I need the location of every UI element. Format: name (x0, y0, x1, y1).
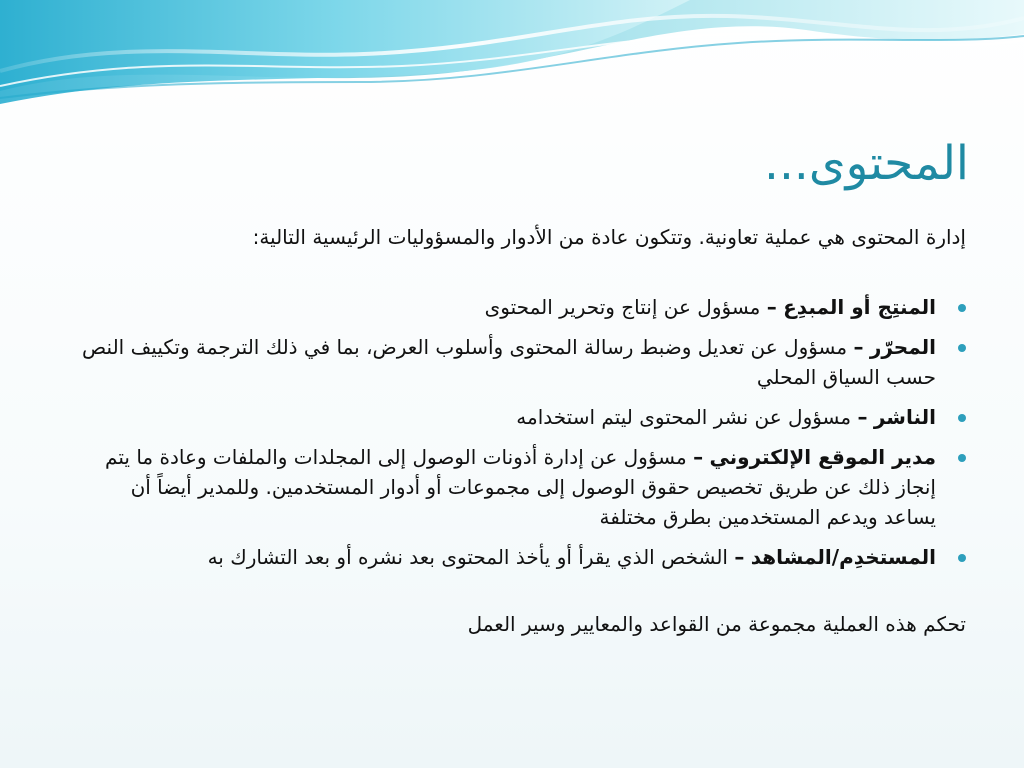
bullet-icon (958, 344, 966, 352)
role-separator: – (766, 295, 777, 319)
role-separator: – (857, 405, 868, 429)
bullet-icon (958, 414, 966, 422)
role-separator: – (734, 545, 745, 569)
role-item-user-viewer (80, 542, 966, 572)
decorative-wave-graphic (0, 0, 1024, 120)
bullet-icon (958, 554, 966, 562)
bullet-icon (958, 454, 966, 462)
bullet-icon (958, 304, 966, 312)
role-description: الشخص الذي يقرأ أو يأخذ المحتوى بعد نشره أو بعد التشارك به (207, 545, 728, 569)
role-item-producer (80, 292, 966, 322)
role-title: المستخدِم/المشاهد (750, 545, 936, 569)
role-description: مسؤول عن تعديل وضبط رسالة المحتوى وأسلوب العرض، بما في ذلك الترجمة وتكييف النص حسب السياق المحلي (82, 335, 936, 389)
role-description: مسؤول عن إدارة أذونات الوصول إلى المجلدات والملفات وعادة ما يتم إنجاز ذلك عن طريق تخصيص حقوق الوصول إلى مجموعات أو أدوار المستخدمين. وللمدير أيضاً أن يساعد ويدعم المستخدمين بطرق مختلفة (105, 445, 936, 529)
roles-list (80, 292, 966, 572)
slide-title: المحتوى... (764, 136, 969, 191)
role-separator: – (853, 335, 864, 359)
role-item-website-manager (80, 442, 966, 532)
role-title: المحرّر (869, 335, 936, 359)
role-description: مسؤول عن إنتاج وتحرير المحتوى (484, 295, 761, 319)
role-item-publisher (80, 402, 966, 432)
conclusion-paragraph: تحكم هذه العملية مجموعة من القواعد والمعايير وسير العمل (467, 612, 966, 636)
role-title: المنتِج أو المبدِع (783, 295, 936, 319)
role-item-editor (80, 332, 966, 392)
role-title: الناشر (873, 405, 936, 429)
intro-paragraph: إدارة المحتوى هي عملية تعاونية. وتتكون عادة من الأدوار والمسؤوليات الرئيسية التالية: (252, 225, 966, 249)
slide-content (80, 222, 966, 639)
role-description: مسؤول عن نشر المحتوى ليتم استخدامه (516, 405, 852, 429)
role-separator: – (693, 445, 704, 469)
role-title: مدير الموقع الإلكتروني (709, 445, 936, 469)
